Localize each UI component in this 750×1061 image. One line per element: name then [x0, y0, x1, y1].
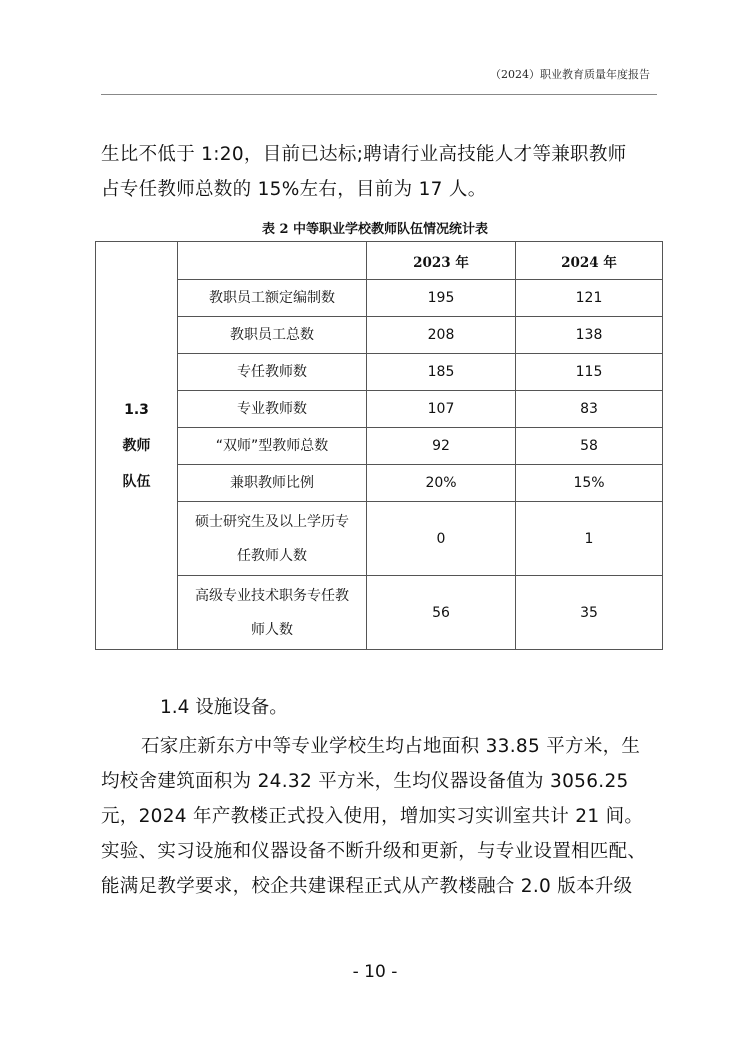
table-row: [96, 280, 663, 317]
section-heading: 1.4 设施设备。: [160, 697, 288, 718]
value-2024: 35: [516, 576, 663, 650]
value-2023: 0: [367, 502, 516, 576]
facilities-line-5: 能满足教学要求，校企共建课程正式从产教楼融合 2.0 版本升级: [101, 876, 633, 897]
intro-line-1: 生比不低于 1:20，目前已达标;聘请行业高技能人才等兼职教师: [101, 144, 627, 165]
table-row: [96, 465, 663, 502]
metric-label-multiline: [178, 576, 367, 650]
table-row: [96, 317, 663, 354]
facilities-line-2: 均校舍建筑面积为 24.32 平方米，生均仪器设备值为 3056.25: [101, 771, 629, 792]
facilities-paragraph: [101, 729, 657, 904]
table-caption: 表 2 中等职业学校教师队伍情况统计表: [261, 222, 489, 237]
metric-label: “双师”型教师总数: [178, 428, 367, 465]
value-2023: 92: [367, 428, 516, 465]
metric-label-line-2: 师人数: [251, 621, 293, 638]
intro-line-2: 占专任教师总数的 15%左右，目前为 17 人。: [101, 179, 487, 200]
value-2023: 20%: [367, 465, 516, 502]
table-row: [96, 576, 663, 650]
metric-label-line-1: 高级专业技术职务专任教: [195, 587, 349, 604]
group-line-2: 队伍: [122, 473, 151, 490]
metric-label-line-1: 硕士研究生及以上学历专: [195, 513, 349, 530]
metric-label-line-2: 任教师人数: [237, 547, 307, 564]
value-2024: 138: [516, 317, 663, 354]
column-header-2024: 2024 年: [516, 242, 663, 280]
table-row: [96, 391, 663, 428]
group-label-cell: [96, 242, 178, 650]
value-2024: 15%: [516, 465, 663, 502]
metric-label: 教职员工总数: [178, 317, 367, 354]
group-line-1: 教师: [122, 437, 151, 454]
value-2023: 208: [367, 317, 516, 354]
metric-label: 专任教师数: [178, 354, 367, 391]
table-header-row: [96, 242, 663, 280]
value-2023: 107: [367, 391, 516, 428]
facilities-line-1: 石家庄新东方中等专业学校生均占地面积 33.85 平方米，生: [141, 736, 641, 757]
column-header-2023: 2023 年: [367, 242, 516, 280]
running-header: （2024）职业教育质量年度报告: [490, 68, 650, 81]
facilities-line-3: 元，2024 年产教楼正式投入使用，增加实习实训室共计 21 间。: [101, 806, 644, 827]
value-2023: 185: [367, 354, 516, 391]
table-row: [96, 354, 663, 391]
value-2024: 115: [516, 354, 663, 391]
empty-header-cell: [178, 242, 367, 280]
metric-label: 教职员工额定编制数: [178, 280, 367, 317]
table-row: [96, 428, 663, 465]
metric-label: 专业教师数: [178, 391, 367, 428]
value-2023: 195: [367, 280, 516, 317]
value-2024: 121: [516, 280, 663, 317]
metric-label: 兼职教师比例: [178, 465, 367, 502]
intro-paragraph: [101, 137, 657, 207]
value-2024: 1: [516, 502, 663, 576]
table-row: [96, 502, 663, 576]
value-2024: 58: [516, 428, 663, 465]
teacher-stats-table: [95, 241, 663, 650]
value-2024: 83: [516, 391, 663, 428]
metric-label-multiline: [178, 502, 367, 576]
header-divider: [101, 94, 657, 95]
value-2023: 56: [367, 576, 516, 650]
group-number: 1.3: [124, 401, 149, 418]
facilities-line-4: 实验、实习设施和仪器设备不断升级和更新，与专业设置相匹配、: [101, 841, 647, 862]
page-number: - 10 -: [352, 962, 398, 982]
